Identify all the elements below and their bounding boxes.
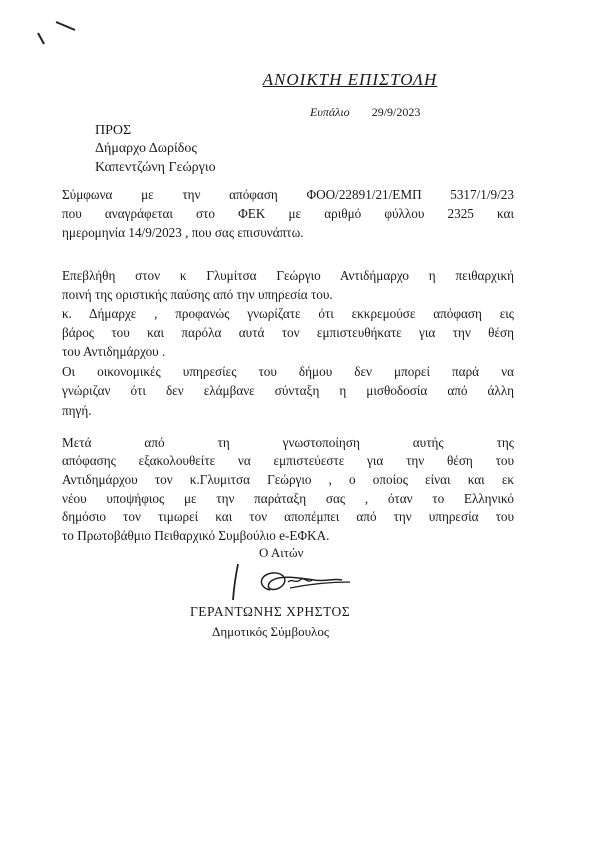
body-line: απόφασης εξακολουθείτε να εμπιστεύεστε για την θέση του [62,453,514,468]
body-line: Αντιδημάρχου τον κ.Γλυμιτσα Γεώργιο , ο οποίος είναι και εκ [62,472,514,487]
recipient-name: Καπεντζώνη Γεώργιο [95,160,216,175]
recipient-label: ΠΡΟΣ [95,123,132,138]
body-line: κ. Δήμαρχε , προφανώς γνωρίζατε ότι εκκρεμούσε απόφαση εις [62,306,514,321]
body-line: το Πρωτοβάθμιο Πειθαρχικό Συμβούλιο e-ΕΦΚΑ. [62,528,330,543]
recipient-title: Δήμαρχο Δωρίδος [95,141,197,156]
signer-name: ΓΕΡΑΝΤΩΝΗΣ ΧΡΗΣΤΟΣ [190,604,351,619]
body-line: Επεβλήθη στον κ Γλυμίτσα Γεώργιο Αντιδήμαρχο η πειθαρχική [62,268,514,283]
body-line: του Αντιδημάρχου . [62,344,166,359]
body-line: δημόσιο τον τιμωρεί και τον αποπέμπει από την υπηρεσία του [62,509,514,524]
scan-mark-1 [38,33,44,44]
letter-date: 29/9/2023 [371,105,421,119]
body-line: Σύμφωνα με την απόφαση ΦΟΟ/22891/21/ΕΜΠ 5317/1/9/23 [62,187,514,202]
body-line: νέου υποψήφιος με την παράταξη σας , όταν το Ελληνικό [62,491,514,506]
body-line: γνώριζαν ότι δεν ελάμβανε σύνταξη η μισθοδοσία από άλλη [62,383,514,398]
letter-title: ΑΝΟΙΚΤΗ ΕΠΙΣΤΟΛΗ [262,70,438,89]
body-line: βάρος του και παρόλα αυτά τον εμπιστευθήκατε για την θέση [62,325,514,340]
body-line: ποινή της οριστικής παύσης από την υπηρεσία του. [62,287,333,302]
place-date [310,105,420,120]
body-line: Μετά από τη γνωστοποίηση αυτής της [62,435,514,450]
signer-role: Δημοτικός Σύμβουλος [212,624,329,639]
closing: Ο Αιτών [259,545,304,560]
body-line: που αναγράφεται στο ΦΕΚ με αριθμό φύλλου 2325 και [62,206,514,221]
body-line: ημερομηνία 14/9/2023 , που σας επισυνάπτω. [62,225,304,240]
body-line: Οι οικονομικές υπηρεσίες του δήμου δεν μπορεί παρά να [62,364,514,379]
body-line: πηγή. [62,403,92,418]
scan-mark-2 [56,22,75,30]
place: Ευπάλιο [310,105,350,119]
handwritten-signature [230,560,370,604]
